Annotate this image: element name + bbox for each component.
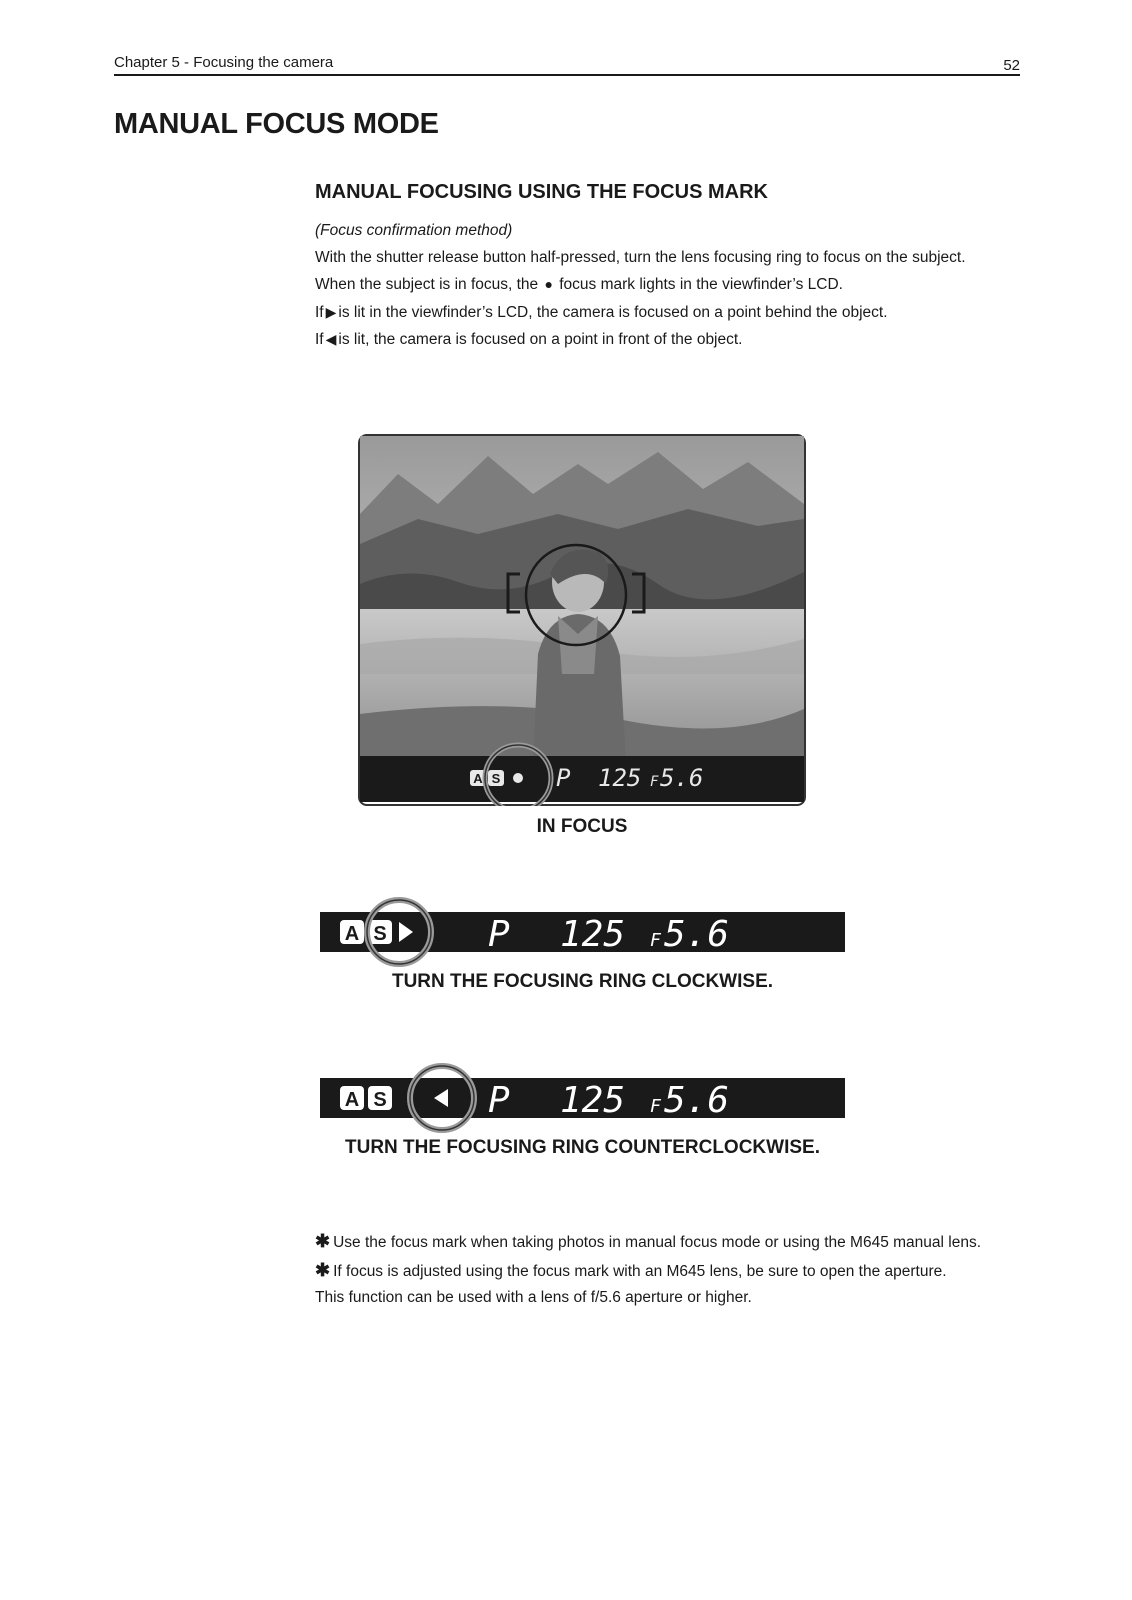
lcd-aperture: 5.6 <box>664 1080 730 1121</box>
lcd-mode: P <box>556 764 571 792</box>
filled-circle-icon: ● <box>544 276 553 292</box>
caption-in-focus: IN FOCUS <box>536 816 628 837</box>
lcd-s-label: S <box>373 1089 387 1111</box>
lcd-mode: P <box>488 914 510 955</box>
triangle-left-icon: ◀ <box>325 331 337 347</box>
viewfinder-photo <box>358 434 806 806</box>
note-item: ✱ If focus is adjusted using the focus mark with an M645 lens, be sure to open the aperture. <box>315 1259 947 1280</box>
section-heading: MANUAL FOCUSING USING THE FOCUS MARK <box>315 181 768 203</box>
lcd-s-label: S <box>491 771 501 786</box>
lcd-a-label: A <box>344 923 360 945</box>
section-subtitle: (Focus confirmation method) <box>315 222 513 239</box>
lcd-a-label: A <box>344 1089 360 1111</box>
lcd-f-prefix: F <box>650 774 659 790</box>
lcd-aperture: 5.6 <box>660 764 704 792</box>
lcd-shutter: 125 <box>560 1080 626 1121</box>
lcd-s-label: S <box>373 923 387 945</box>
body-line: When the subject is in focus, the ● focus mark lights in the viewfinder’s LCD. <box>315 271 1025 299</box>
page-number: 52 <box>1003 57 1020 74</box>
lcd-aperture: 5.6 <box>664 914 730 955</box>
caption-counterclockwise: TURN THE FOCUSING RING COUNTERCLOCKWISE. <box>345 1137 820 1158</box>
body-line: If ▶ is lit in the viewfinder’s LCD, the camera is focused on a point behind the object. <box>315 299 1025 327</box>
triangle-right-icon: ▶ <box>325 303 337 320</box>
page-header <box>114 50 1020 76</box>
focus-dot-icon <box>513 773 523 783</box>
asterisk-icon: ✱ <box>315 1231 331 1251</box>
viewfinder-illustration <box>358 434 806 806</box>
page-title: MANUAL FOCUS MODE <box>114 108 439 140</box>
caption-clockwise: TURN THE FOCUSING RING CLOCKWISE. <box>391 971 774 992</box>
chapter-title: Chapter 5 - Focusing the camera <box>114 54 334 71</box>
lcd-f-prefix: F <box>650 1096 661 1117</box>
note-item: This function can be used with a lens of f/5.6 aperture or higher. <box>315 1289 752 1306</box>
lcd-shutter: 125 <box>598 764 642 792</box>
lcd-strip-counterclockwise <box>320 1078 845 1121</box>
section-body <box>315 218 1025 354</box>
body-line: With the shutter release button half-pressed, turn the lens focusing ring to focus on the subject. <box>315 248 966 266</box>
notes <box>315 1228 1035 1312</box>
lcd-strip-clockwise <box>320 912 845 955</box>
lcd-f-prefix: F <box>650 930 661 951</box>
body-line: If ◀ is lit, the camera is focused on a point in front of the object. <box>315 326 1025 354</box>
lcd-mode: P <box>488 1080 510 1121</box>
note-item: ✱ Use the focus mark when taking photos in manual focus mode or using the M645 manual lens. <box>315 1231 982 1251</box>
asterisk-icon: ✱ <box>315 1259 331 1280</box>
lcd-shutter: 125 <box>560 914 626 955</box>
lcd-a-label: A <box>473 771 483 786</box>
